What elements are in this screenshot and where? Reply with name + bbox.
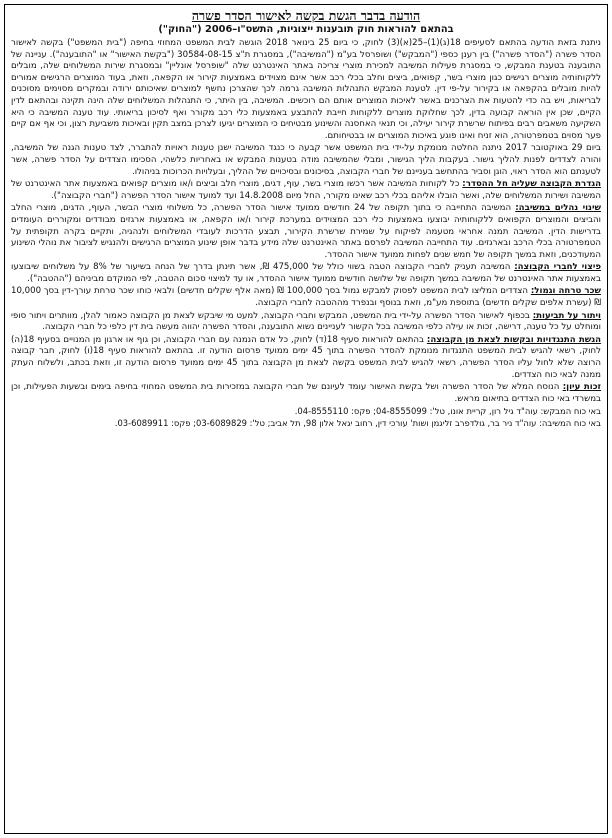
group-definition-heading: הגדרת הקבוצה שעליה חל ההסדר: [462, 179, 601, 190]
fees-text: הצדדים המליצו לבית המשפט לפסוק למבקש גמול בסך 100,000 ₪ (מאה אלף שקלים חדשים) ולבאי כוחו שכר טרחת עורך-דין בסך 10,000 ₪ (עשרת אלפים שקלים חדשים) בתוספת מע"מ, וזאת בנוסף ובנפרד מההטבה לחברי הקבוצה. [11, 286, 601, 309]
group-definition-text: כל לקוחות המשיבה אשר רכשו מוצרי בשר, עוף, דגים, מוצרי חלב וביצים ו/או מוצרים קפואים באמצעות אתר האינטרנט של המשיבה ושירות המשלוחים שלה, ואשר הובלו אליהם בכלי רכב שאינו מקורר, החל מיום 14.8.2008 ועד למועד אישור הסדר הפשרה ("חברי הקבוצה"). [11, 179, 601, 201]
objections-section [11, 335, 601, 381]
objections-heading: הגשת התנגדויות ובקשות לצאת מן הקבוצה: [426, 334, 601, 345]
decision-paragraph: ביום 29 באוקטובר 2017 ניתנה החלטה מנומקת על-ידי בית המשפט אשר קבעה כי כנגד המשיבה ישנן טענות ראויות להתברר, לצד טענות הגנה של המשיבה, והורה לצדדים לפנות להליך גישור. בעקבות הליך הגישור, ומבלי שהמשיבה מודה בטענות המבקש או באחריות כלשהי, הסכימו הצדדים על הסדר פשרה, אשר לטענתם הוא הסדר ראוי, הוגן וסביר בהתחשב בעניינם של חברי הקבוצה, בסיכונים ובסיכויים של ההליך, ובעלויות הכרוכות בניהולו. [11, 143, 601, 177]
notice-subtitle: בהתאם להוראות חוק תובענות ייצוגיות, התשס"ו–2006 ("החוק") [158, 24, 454, 35]
notice-title: הודעה בדבר הגשת בקשה לאישור הסדר פשרה [191, 8, 421, 23]
fees-heading: שכר טרחה וגמול: [530, 286, 601, 297]
intro-paragraph: ניתנת בזאת הודעה בהתאם לסעיפים 18(ג)(1)–25(א)(3) לחוק, כי ביום 25 בינואר 2018 הוגשה לבית המשפט המחוזי בחיפה ("בית המשפט") בקשה לאישור הסדר פשרה ("הסדר פשרה") בין רענן כספי ("המבקש") ושופרסל בע"מ ("המשיבה"), במסגרת ת"צ 30584-08-15 ("בקשת האישור" או "התובענה"). עניינה של התובענה בטענת המבקש, כי במסגרת פעילות המשיבה למכירת מוצרי צריכה באתר האינטרנט שלה "שופרסל אונליין" ובמסגרת שירות המשלוחים שלה, מובלים ללקוחותיה מוצרים רגישים כגון מוצרי בשר, קפואים, ביצים וחלב בכלי רכב אשר אינם מצוידים באמצעות קירור או הקפאה, וזאת, בעוד המוצרים הרגישים אמורים להיות מובלים בהקפאה או בקירור על-פי דין. לטענת המבקש התנהלות המשיבה גרמה לכך שהצרכן נחשף למוצרים שאיכותם ירודה ובמקרים מסוימים מסוכנים לבריאות, ויש בה כדי להטעות את הצרכנים באשר לאיכות המוצרים אותם הם רוכשים. המשיבה, בין היתר, כי התנהלות המשלוחים שלה הינה תקינה ובהתאם לדין הקיים, שכן אין הוראה קבועה בדין, לכך שחלוקת מוצרים ללקוחות חייבת להתבצע באמצעות כלי רכב מקורר ואף לסיכון בריאותי. עוד טענה המשיבה כי היא השקיעה משאבים רבים בפיתוח שרשרת קירור יעילה, וכי תנאי האחסנה והשינוע מבטיחים כי המוצרים יגיעו לצרכן במצב תקין ובאיכות משביעת רצון, וכי אף אם קיים פער מסוים בטמפרטורה, הוא זניח ואינו פוגע באיכות המוצרים או בבטיחותם. [11, 38, 601, 141]
objections-text: בהתאם להוראות סעיף 18(ד) לחוק, כל אדם הנמנה עם חברי הקבוצה, וכן גוף או ארגון מן המנויים בסעיף 18(ה) לחוק, רשאי להגיש לבית המשפט התנגדות מנומקת להסדר הפשרה בתוך 45 ימים ממועד פרסום הודעה זו. בהתאם להוראות סעיף 18(ו) לחוק, חבר קבוצה הרוצה שלא לחול עליו הסדר הפשרה, רשאי להגיש לבית המשפט בקשה לצאת מן הקבוצה בתוך 45 ימים ממועד פרסום הודעה זו, וזאת בכתב, ולשלוח העתק ממנה לבאי כוח הצדדים. [11, 334, 602, 380]
plaintiff-counsel-contact: באי כוח המבקש: עוה"ד גיל רון, קריית אונו, טל': 04-8555099; פקס: 04-8555110. [294, 406, 601, 417]
release-section [11, 311, 601, 334]
release-heading: ויתור על תביעות: [532, 310, 601, 321]
release-text: בכפוף לאישור הסדר הפשרה על-ידי בית המשפט, המבקש וחברי הקבוצה, למעט מי שיבקש לצאת מן הקבוצה כאמור להלן, מוותרים ויתור סופי ומוחלט על כל טענה, דרישה, זכות או עילה כלפי המשיבה בכל הקשור לעניינים נשוא התובענה, והסדר הפשרה יהווה מעשה בית דין כלפי כל חברי הקבוצה. [11, 310, 601, 333]
review-text: הנוסח המלא של הסדר הפשרה ושל בקשת האישור עומד לעיונם של חברי הקבוצה במזכירות בית המשפט המחוזי בחיפה בימים ובשעות הפעילות, וכן במשרדי באי כוח הצדדים בתיאום מראש. [11, 382, 601, 404]
group-definition-section [11, 179, 601, 202]
procedure-changes-heading: שינוי נהלים במשיבה: [515, 203, 601, 214]
legal-notice [4, 4, 608, 834]
fees-section [11, 286, 601, 309]
compensation-section [11, 262, 601, 285]
procedure-changes-text: המשיבה התחייבה כי בתוך תקופה של 24 חודשים ממועד אישור הסדר הפשרה, כל משלוחי מוצרי הבשר, העוף, הדגים, מוצרי החלב והביצים והמוצרים הקפואים ללקוחותיה יבוצעו באמצעות כלי רכב המצוידים במערכת קירור ו/או הקפאה, או באמצעות ארגזים מבודדים ומקוררים העומדים בדרישות הדין. המשיבה תמנה אחראי מטעמה לפיקוח על שמירת שרשרת הקירור, תבצע הדרכות לעובדי המשלוחים ולנהגיה, ותקיים בקרה תקופתית על הטמפרטורה בכלי הרכב ובארגזים. עוד התחייבה המשיבה לפרסם באתר האינטרנט שלה מידע בדבר אופן שינוע המוצרים הרגישים ולהנגיש לציבור את נוהלי השינוע המעודכנים, וזאת במשך תקופה של חמש שנים לפחות ממועד אישור ההסדר. [11, 203, 601, 260]
review-heading: זכות עיון: [562, 382, 601, 393]
defendant-counsel-contact: באי כוח המשיבה: עוה"ד ניר בר, גולדפרב זליגמן ושות' עורכי דין, רחוב יגאל אלון 98, תל אביב; טל': 03-6089829; פקס: 03-6089911. [114, 418, 601, 429]
compensation-heading: פיצוי לחברי הקבוצה: [514, 262, 601, 273]
review-section [11, 382, 601, 405]
compensation-text: המשיבה תעניק לחברי הקבוצה הטבה בשווי כולל של 475,000 ₪, אשר תינתן בדרך של הנחה בשיעור של 8% על משלוחים שיבוצעו באמצעות אתר האינטרנט של המשיבה במשך תקופה של שלושה חודשים ממועד אישור ההסדר, או עד למיצוי סכום ההטבה, לפי המוקדם מביניהם ("ההטבה"). [11, 262, 601, 284]
procedure-changes-section [11, 203, 601, 261]
